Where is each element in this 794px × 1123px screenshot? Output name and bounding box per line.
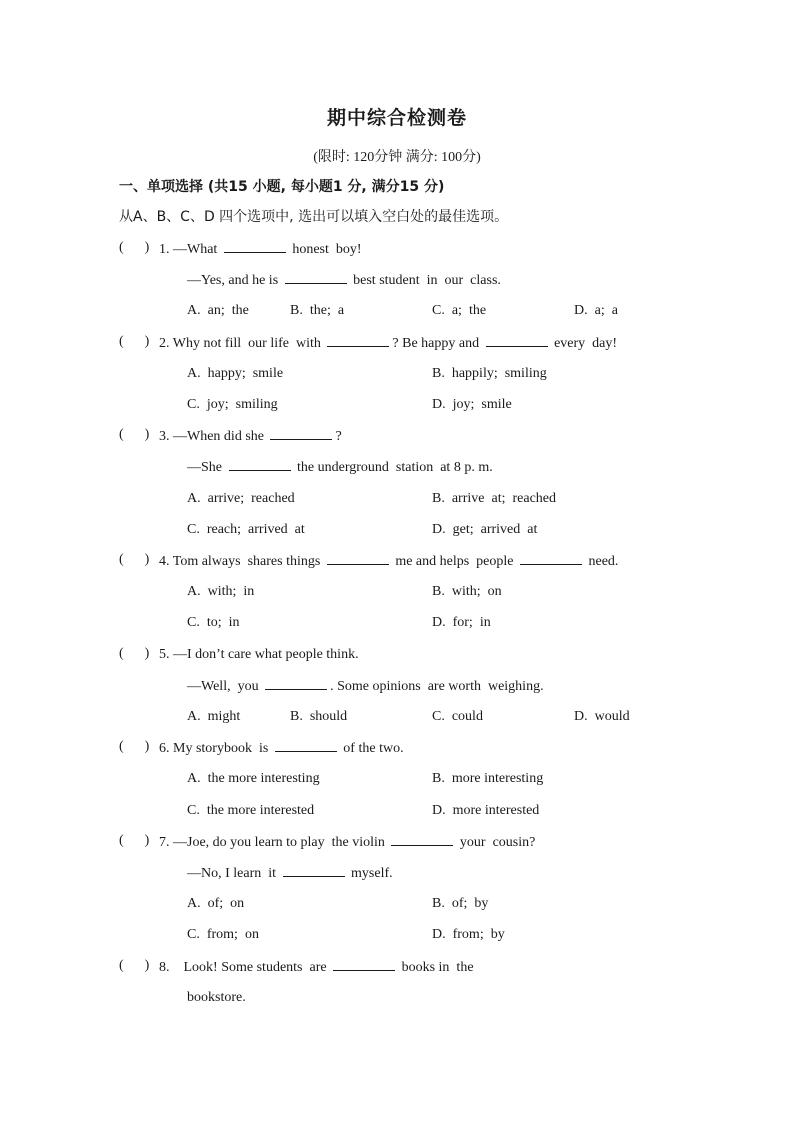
option-b: B. with; on — [432, 584, 502, 600]
answer-blank — [275, 739, 337, 752]
question-stem-line — [187, 677, 544, 696]
answer-blank — [391, 833, 453, 846]
question-text: every day! — [550, 335, 618, 351]
question-text: 1. —What — [159, 242, 221, 257]
question-stem-line — [187, 271, 501, 290]
question-text: need. — [585, 554, 619, 569]
question-text: of the two. — [339, 741, 404, 757]
question-text: 6. My storybook is — [159, 741, 272, 757]
option-c: C. joy; smiling — [187, 397, 278, 412]
section-instruction: 从A、B、C、D 四个选项中, 选出可以填入空白处的最佳选项。 — [119, 209, 509, 225]
question-text: books in the — [398, 959, 474, 975]
question-text: —Yes, and he is — [187, 273, 282, 289]
option-a: A. arrive; reached — [187, 490, 295, 506]
option-a: A. an; the — [187, 303, 249, 319]
question-text: 4. Tom always shares things — [159, 554, 324, 569]
question-text: 5. —I don’t care what people think. — [159, 646, 359, 662]
option-d: D. a; a — [574, 303, 618, 319]
question-stem-line — [159, 739, 404, 758]
question-text: . Some opinions are worth weighing. — [330, 678, 544, 694]
section-heading: 一、单项选择 (共15 小题, 每小题1 分, 满分15 分) — [119, 179, 445, 195]
option-b: B. should — [290, 709, 348, 724]
option-a: A. the more interesting — [187, 771, 320, 787]
answer-blank — [224, 240, 286, 253]
question-text: honest boy! — [288, 242, 362, 257]
question-text: bookstore. — [187, 989, 246, 1005]
answer-blank — [333, 958, 395, 971]
answer-bracket: ( ) — [119, 240, 150, 255]
option-d: D. from; by — [432, 927, 505, 943]
question-stem-line — [159, 427, 342, 446]
question-stem-line — [159, 646, 359, 664]
answer-blank — [520, 552, 582, 565]
option-d: D. for; in — [432, 615, 491, 631]
question-text: 7. —Joe, do you learn to play the violin — [159, 834, 389, 850]
answer-blank — [327, 552, 389, 565]
option-b: B. the; a — [290, 303, 345, 319]
question-stem-line — [187, 458, 493, 477]
answer-blank — [327, 334, 389, 347]
question-stem-line — [159, 334, 617, 353]
option-b: B. happily; smiling — [432, 365, 547, 381]
question-text: best student in our class. — [349, 273, 501, 289]
answer-bracket: ( ) — [119, 957, 150, 973]
option-b: B. of; by — [432, 896, 489, 912]
question-stem-line — [187, 864, 393, 883]
question-text: —Well, you — [187, 678, 263, 694]
option-c: C. to; in — [187, 615, 240, 631]
page-subtitle: (限时: 120分钟 满分: 100分) — [313, 150, 481, 165]
question-stem-line — [159, 833, 535, 852]
option-b: B. arrive at; reached — [432, 490, 556, 506]
question-stem-line — [187, 989, 246, 1007]
question-stem-line — [159, 240, 362, 259]
answer-bracket: ( ) — [119, 552, 150, 567]
option-c: C. from; on — [187, 927, 259, 943]
question-stem-line — [159, 552, 618, 571]
answer-bracket: ( ) — [119, 645, 150, 661]
option-c: C. a; the — [432, 303, 487, 319]
option-b: B. more interesting — [432, 771, 544, 787]
question-text: me and helps people — [391, 554, 517, 569]
question-text: —No, I learn it — [187, 866, 280, 881]
option-a: A. with; in — [187, 584, 255, 600]
answer-bracket: ( ) — [119, 427, 150, 443]
answer-bracket: ( ) — [119, 832, 150, 848]
question-text: 3. —When did she — [159, 429, 268, 445]
question-stem-line — [159, 958, 474, 977]
option-a: A. might — [187, 709, 241, 724]
answer-blank — [229, 458, 291, 471]
answer-blank — [285, 271, 347, 284]
answer-blank — [270, 427, 332, 440]
option-d: D. more interested — [432, 802, 540, 818]
question-text: —She — [187, 460, 226, 476]
question-text: ? — [335, 429, 342, 445]
answer-blank — [283, 864, 345, 877]
question-text: 2. Why not fill our life with — [159, 335, 325, 351]
answer-blank — [265, 677, 327, 690]
question-text: 8. Look! Some students are — [159, 959, 331, 975]
question-text: myself. — [347, 866, 393, 881]
question-text: the underground station at 8 p. m. — [293, 460, 493, 476]
option-a: A. happy; smile — [187, 365, 284, 381]
option-c: C. could — [432, 709, 483, 724]
answer-bracket: ( ) — [119, 333, 150, 349]
option-a: A. of; on — [187, 896, 245, 912]
option-d: D. would — [574, 709, 630, 724]
option-c: C. the more interested — [187, 802, 315, 818]
question-text: your cousin? — [456, 834, 536, 850]
option-d: D. get; arrived at — [432, 521, 538, 537]
option-d: D. joy; smile — [432, 397, 512, 412]
option-c: C. reach; arrived at — [187, 521, 305, 537]
page-title: 期中综合检测卷 — [326, 107, 467, 129]
answer-blank — [486, 334, 548, 347]
answer-bracket: ( ) — [119, 739, 150, 755]
question-text: ? Be happy and — [392, 335, 483, 351]
